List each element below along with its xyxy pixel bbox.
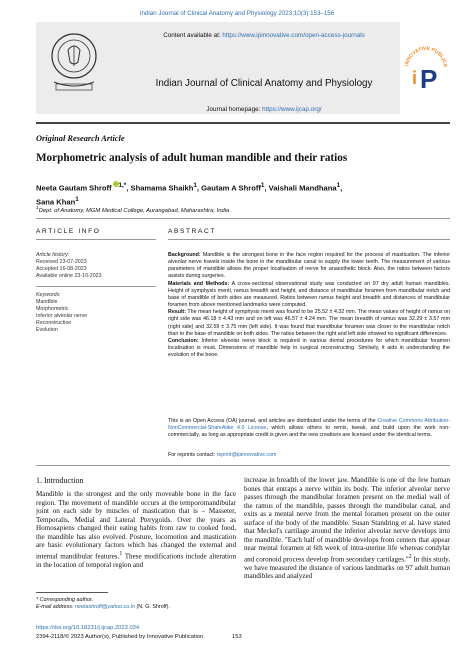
author-name: , Shamama Shaikh [126,183,194,193]
article-history [36,252,158,280]
doi-link[interactable]: https://doi.org/10.18231/j.ijcap.2023.034 [36,625,140,631]
author-name: Neeta Gautam Shroff [36,183,112,193]
journal-homepage-line [128,106,400,113]
accepted-date: Accepted 16-08-2023 [36,266,87,273]
author-email-link[interactable]: neetashroff@yahoo.co.in [74,604,135,610]
content-available-line [128,32,400,39]
author-affil-sup: 1 [336,182,341,189]
author-affil-sup: 1 [193,182,197,189]
result-label: Result: [168,309,186,316]
homepage-link[interactable]: https://www.ijcap.org/ [262,106,322,113]
author-name: , Gautam A Shroff [196,183,261,193]
reprint-line [168,452,450,458]
corresponding-author-footnote: * Corresponding author. E-mail address: neetashroff@yahoo.co.in (N. G. Shroff). [36,597,236,611]
author-separator: , [340,183,343,193]
abstract-methods: A cross-sectional observational study was conducted on 97 dry adult human mandibles. Height of symphysis menti, ramus breadth and height, and distance of mandibular foramen from mandibular notch and base of mandible of both sides are measured. Ratios between ramus height and breadth and distances of mandibular foramen from above mentioned landmarks were computed. [168,280,450,309]
section-divider [36,465,450,466]
journal-title: Indian Journal of Clinical Anatomy and Physiology [155,78,373,89]
online-date: Available online 23-10-2023 [36,273,102,280]
article-title: Morphometric analysis of adult human mandible and their ratios [36,152,348,164]
author-name: , Vaishali Mandhana [264,183,337,193]
copyright: 2394-2118/© 2023 Author(s), Published by Innovative Publication. [36,634,205,640]
open-access-statement: This is an Open Access (OA) journal, and articles are distributed under the terms of the Creative Commons Attribution-NonCommercial-ShareAlike 4.0 License, which allows others to remix, tweak, and build upon the work non-commercially, as long as appropriate credit is given and the new creations are licensed under the identical terms. [168,418,451,439]
license-link[interactable]: Creative Commons Attribution-NonCommercial-ShareAlike 4.0 License [168,418,451,432]
svg-text:INNOVATIVE PUBLICATION [402,22,448,68]
abstract-body [168,252,450,359]
author-affil-sup: 1,* [118,182,127,189]
abstract-heading: ABSTRACT [168,228,216,235]
article-info-rule [36,239,156,240]
section-divider [36,218,450,219]
keywords [36,292,158,335]
keyword-item: Morphometric [36,306,69,313]
introduction-heading: 1. Introduction [36,476,84,485]
conclusion-label: Conclusion: [168,337,199,344]
abstract-background: Mandible is the strongest bone in the face region required for the process of mastication. The inferior alveolar nerve travels inside the bone in the mandibular canal to supply the lower teeth. The measurement of various parameters of mandible allows the proper localisation of nerve for anaesthetic block. Also, the ratios between factors assists during surgeries. [168,252,450,280]
homepage-label: Journal homepage: [206,106,261,113]
keyword-item: Reconstruction [36,320,72,327]
author-name: Sana Khan [36,197,76,207]
abstract-rule [168,239,450,240]
received-date: Received 23-07-2023 [36,259,87,266]
keyword-item: Inferior alveolar nerve [36,313,88,320]
keywords-label: Keywords: [36,292,61,298]
history-label: Article history: [36,252,70,258]
publisher-logo-text: INNOVATIVE PUBLICA [404,45,449,68]
info-rule [36,286,156,287]
author-affil-sup: 1 [260,182,265,189]
intro-right-column: increase in breadth of the lower jaw. Mandible is one of the few human bones that entraps a nerve within its body. The inferior alveolar nerve passes through the mandibular foramen present on the medial wall of the ramus of the mandible, passes through the mandibular canal, and exits as a mental nerve from the mental foramen present on the outer surface of the body of the mandible. Susan Standring et al. have stated that Meckel's cartilage around the inferior alveolar nerve develops into the mandible. "Each half of mandible develops from centers that appear near mental foramen at 6th week of intra-uterine life whereas condylar and coronoid process develop from secondary cartilages."$^2$ In this study, we have measured the distance of various landmarks on 97 adult human mandibles and analyzed [244,476,450,581]
intro-left-column: Mandible is the strongest and the only moveable bone in the face region. The movement of mandible occurs at the temporomandibular joint on each side by muscles of mastication that is – Masseter, Temporalis, Medial and Lateral Pterygoids. Over the years as Homosapiens changed their eating habits from raw to cooked food, the mandible has also evolved. Posture, locomotion and mastication are basic evolutionary factors which has changed the external and internal mandibular features.$^1$ These modifications include alteration in the location of temporal region and [36,490,237,569]
reprint-label: For reprints contact: [168,452,216,458]
page-number: 153 [232,634,242,640]
abstract-conclusion: Inferior alveolar nerve block is required in various dental procedures for which mandibular foramen localisation is must. Dimensions of mandible help in surgical reconstructing. Similarly, it aids in understanding the evolution of the bone. [168,337,450,359]
doi-link-line [36,625,139,631]
keyword-item: Evolution [36,327,58,334]
methods-label: Materials and Methods: [168,280,230,287]
journal-seal-icon [42,26,106,98]
background-label: Background: [168,252,201,258]
article-type: Original Research Article [36,134,125,143]
journal-reference: Indian Journal of Clinical Anatomy and Physiology 2023;10(3):153–156 [139,10,335,17]
author-affil-sup: 1 [75,195,79,203]
footnote-rule [36,592,108,593]
content-available-link[interactable]: https://www.ipinnovative.com/open-access-journals [222,32,365,39]
reprint-email-link[interactable]: reprint@ipinnovative.com [216,452,277,458]
citation-sup[interactable]: 2 [408,553,412,560]
publisher-logo-icon [402,22,450,114]
keyword-item: Mandible [36,299,58,306]
publisher-logo-letter: P [420,64,438,94]
footnote-label: * Corresponding author. [36,597,94,603]
content-available-label: Content available at: [163,32,221,39]
header-divider [36,122,450,124]
affiliation: $^1$Dept. of Anatomy, MGM Medical College, Aurangabad, Maharashtra, India [36,206,230,214]
abstract-result: The mean height of symphysis menti was found to be 25.52 ± 4.32 mm. The mean values of height of ramus on right side was 46.18 ± 4.43 mm and on left was 46.57 ± 4.24 mm. The mean breadth of ramus was 32.29 ± 3.57 mm (right side) and 32.59 ± 3.75 mm (left side). It was found that mandibular foramen was closer to the mandibular notch than to the base of mandible on both sides. The ratios between the right and left side showed no significant differences. [168,309,450,337]
author-list [36,180,450,207]
citation-sup[interactable]: 1 [119,550,123,557]
publisher-logo-letter-i: i [412,68,418,88]
article-info-heading: ARTICLE INFO [36,228,101,235]
